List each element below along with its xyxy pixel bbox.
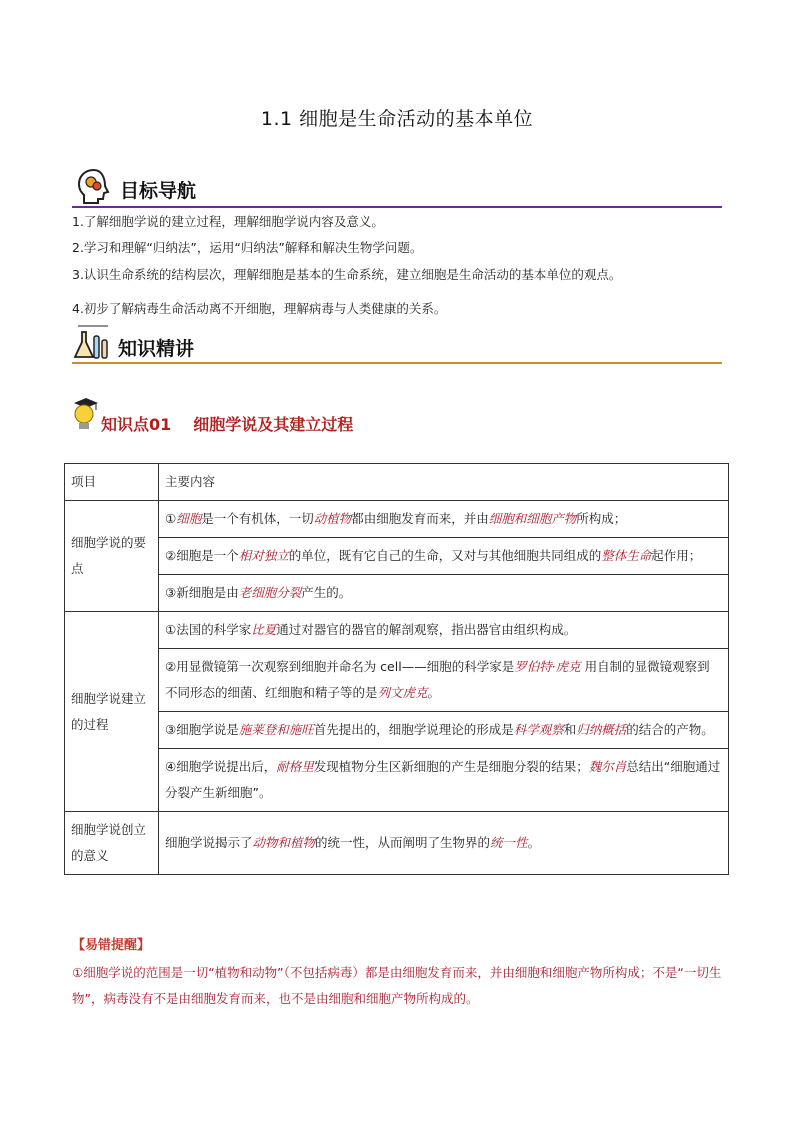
goal-item-3: 3.认识生命系统的结构层次，理解细胞是基本的生命系统，建立细胞是生命活动的基本单位的观点。 xyxy=(72,267,622,282)
table-header-row xyxy=(65,464,729,501)
table-cell: ①法国的科学家比夏通过对器官的器官的解剖观察，指出器官由组织构成。 xyxy=(159,612,729,649)
goal-item-1: 1.了解细胞学说的建立过程，理解细胞学说内容及意义。 xyxy=(72,214,384,229)
tip-label: 【易错提醒】 xyxy=(72,938,151,953)
table-row xyxy=(65,612,729,649)
row-label-key-points: 细胞学说的要点 xyxy=(65,501,159,612)
table-cell: ④细胞学说提出后，耐格里发现植物分生区新细胞的产生是细胞分裂的结果；魏尔肖总结出“细胞通过分裂产生新细胞”。 xyxy=(159,749,729,812)
bulb-graduate-icon xyxy=(70,396,102,432)
table-row xyxy=(65,649,729,712)
knowledge-point-title: 细胞学说及其建立过程 xyxy=(193,415,354,434)
head-gears-icon xyxy=(74,166,114,206)
row-label-significance: 细胞学说创立的意义 xyxy=(65,812,159,875)
table-cell: ③细胞学说是施莱登和施旺首先提出的，细胞学说理论的形成是科学观察和归纳概括的结合的产物。 xyxy=(159,712,729,749)
lab-flask-icon xyxy=(72,324,112,362)
section-knowledge-rule xyxy=(72,362,722,364)
knowledge-table xyxy=(64,463,729,875)
table-row xyxy=(65,538,729,575)
goal-item-4: 4.初步了解病毒生命活动离不开细胞，理解病毒与人类健康的关系。 xyxy=(72,301,447,316)
table-cell: ②细胞是一个相对独立的单位，既有它自己的生命，又对与其他细胞共同组成的整体生命起作用； xyxy=(159,538,729,575)
table-row xyxy=(65,712,729,749)
table-header-cell: 项目 xyxy=(65,464,159,501)
section-knowledge-label: 知识精讲 xyxy=(118,338,195,360)
table-cell: 细胞学说揭示了动物和植物的统一性，从而阐明了生物界的统一性。 xyxy=(159,812,729,875)
section-goals-header xyxy=(72,166,372,206)
knowledge-point-heading xyxy=(101,412,353,435)
table-row xyxy=(65,501,729,538)
tip-text: ①细胞学说的范围是一切“植物和动物”（不包括病毒）都是由细胞发育而来，并由细胞和细胞产物所构成；不是“一切生物”，病毒没有不是由细胞发育而来，也不是由细胞和细胞产物所构成的。 xyxy=(72,965,722,1006)
table-row xyxy=(65,575,729,612)
knowledge-point-label: 知识点01 xyxy=(101,415,172,434)
section-knowledge-header xyxy=(72,324,372,364)
goal-item-2: 2.学习和理解“归纳法”，运用“归纳法”解释和解决生物学问题。 xyxy=(72,240,423,255)
section-goals-label: 目标导航 xyxy=(120,180,197,202)
row-label-history: 细胞学说建立的过程 xyxy=(65,612,159,812)
table-cell: ②用显微镜第一次观察到细胞并命名为 cell——细胞的科学家是罗伯特·虎克 用自制的显微镜观察到不同形态的细菌、红细胞和精子等的是列文虎克。 xyxy=(159,649,729,712)
table-row xyxy=(65,749,729,812)
section-goals-rule xyxy=(72,206,722,208)
table-cell: ①细胞是一个有机体，一切动植物都由细胞发育而来，并由细胞和细胞产物所构成； xyxy=(159,501,729,538)
table-header-cell: 主要内容 xyxy=(159,464,729,501)
page-title: 1.1 细胞是生命活动的基本单位 xyxy=(260,108,534,130)
table-cell: ③新细胞是由老细胞分裂产生的。 xyxy=(159,575,729,612)
table-row xyxy=(65,812,729,875)
